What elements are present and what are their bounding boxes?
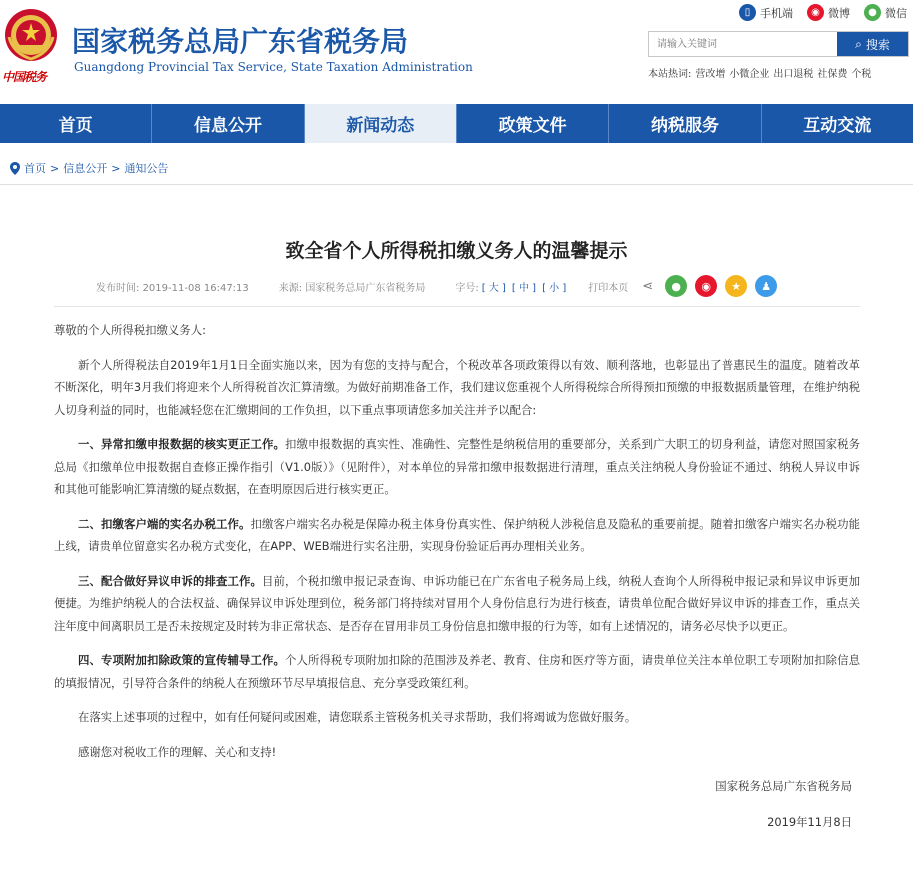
section-heading: 一、异常扣缴申报数据的核实更正工作。 <box>78 437 286 451</box>
hot-word[interactable]: 社保费 <box>817 69 848 80</box>
hot-words <box>648 65 871 80</box>
site-title-english: Guangdong Provincial Tax Service, State Taxation Administration <box>74 60 473 74</box>
source-label: 来源: <box>278 282 303 294</box>
section-text: 扣缴申报数据的真实性、准确性、完整性是纳税信用的重要部分，关系到广大职工的切身利益，请您对照国家税务总局《扣缴单位申报数据自查修正操作指引（V1.0版）》（见附件），对本单位的异常扣缴申报数据进行清理，重点关注纳税人身份验证不通过、纳税人异议申诉和其他可能影响汇算清缴的疑点数据，在查明原因后进行核实更正。 <box>54 437 860 496</box>
hot-word[interactable]: 出口退税 <box>773 69 814 80</box>
wechat-link-label: 微信 <box>885 6 907 20</box>
section-paragraph <box>54 649 860 694</box>
intro-paragraph: 新个人所得税法自2019年1月1日全面实施以来，因为有您的支持与配合，个税改革各项政策得以有效、顺利落地，也彰显出了普惠民生的温度。随着改革不断深化，明年3月我们将迎来个人所得税首次汇算清缴。为做好前期准备工作，我们建议您重视个人所得税综合所得预扣预缴的申报数据质量管理，在维护纳税人切身利益的同时，也能减轻您在汇缴期间的工作负担，以下重点事项请您多加关注并予以配合: <box>54 357 860 417</box>
nav-info-disclosure[interactable]: 信息公开 <box>152 104 304 143</box>
breadcrumb-info[interactable]: 信息公开 <box>63 162 108 175</box>
wechat-link[interactable] <box>864 4 907 21</box>
font-size-small[interactable]: [ 小 ] <box>542 282 567 294</box>
section-text: 个人所得税专项附加扣除的范围涉及养老、教育、住房和医疗等方面，请贵单位关注本单位职工专项附加扣除信息的填报情况，引导符合条件的纳税人在预缴环节尽早填报信息、充分享受政策红利。 <box>54 653 860 690</box>
share-qq-icon[interactable]: ♟ <box>755 275 777 297</box>
search-box <box>648 31 909 57</box>
font-size-medium[interactable]: [ 中 ] <box>511 282 537 294</box>
section-heading: 二、扣缴客户端的实名办税工作。 <box>78 516 251 531</box>
site-header <box>0 0 913 104</box>
publish-label: 发布时间: <box>96 282 140 294</box>
breadcrumb-notices[interactable]: 通知公告 <box>124 162 169 175</box>
nav-home[interactable]: 首页 <box>0 104 152 143</box>
section-heading: 三、配合做好异议申诉的排查工作。 <box>78 573 263 588</box>
weibo-link[interactable] <box>807 4 850 21</box>
signature-block <box>54 775 852 833</box>
tax-emblem-logo[interactable] <box>3 7 59 63</box>
nav-tax-service[interactable]: 纳税服务 <box>609 104 761 143</box>
mobile-link-label: 手机端 <box>760 6 793 20</box>
section-text: 扣缴客户端实名办税是保障办税主体身份真实性、保护纳税人涉税信息及隐私的重要前提。随着扣缴客户端实名办税功能上线，请贵单位留意实名办税方式变化，在APP、WEB端进行实名注册，实现身份验证后再办理相关业务。 <box>54 516 860 553</box>
share-wechat-icon[interactable]: ● <box>665 275 687 297</box>
mobile-icon: ▯ <box>739 4 756 21</box>
section-heading: 四、专项附加扣除政策的宣传辅导工作。 <box>78 653 286 667</box>
font-size-large[interactable]: [ 大 ] <box>481 282 506 294</box>
slogan-text: 中国税务 <box>2 70 47 84</box>
meta-divider <box>54 306 860 307</box>
share-icon[interactable]: ⋖ <box>642 278 654 294</box>
top-links <box>739 4 907 21</box>
breadcrumb-divider <box>0 184 913 185</box>
closing-paragraph: 在落实上述事项的过程中，如有任何疑问或困难，请您联系主管税务机关寻求帮助，我们将竭诚为您做好服务。 <box>78 710 637 724</box>
article-body <box>54 319 860 847</box>
section-paragraph <box>54 570 860 638</box>
wechat-icon: ● <box>864 4 881 21</box>
nav-policy[interactable]: 政策文件 <box>457 104 609 143</box>
section-paragraph <box>54 513 860 558</box>
greeting: 尊敬的个人所得税扣缴义务人: <box>54 323 206 337</box>
site-title[interactable]: 国家税务总局广东省税务局 <box>72 25 409 58</box>
section-paragraph <box>54 433 860 501</box>
publish-time: 2019-11-08 16:47:13 <box>142 282 249 294</box>
hot-word[interactable]: 个税 <box>851 69 872 80</box>
search-button[interactable] <box>837 32 908 56</box>
nav-interaction[interactable]: 互动交流 <box>803 116 872 136</box>
nav-news[interactable]: 新闻动态 <box>305 104 457 143</box>
share-qzone-icon[interactable]: ★ <box>725 275 747 297</box>
weibo-icon: ◉ <box>807 4 824 21</box>
publish-info <box>96 279 249 294</box>
print-link[interactable]: 打印本页 <box>588 282 629 294</box>
breadcrumb <box>10 160 168 176</box>
breadcrumb-separator: > <box>111 161 121 175</box>
hot-words-label: 本站热词: <box>648 69 692 80</box>
hot-word[interactable]: 小微企业 <box>729 69 770 80</box>
article-meta <box>96 273 785 299</box>
breadcrumb-home[interactable]: 首页 <box>24 162 46 175</box>
location-pin-icon <box>10 162 20 175</box>
section-text: 目前，个税扣缴申报记录查询、申诉功能已在广东省电子税务局上线，纳税人查询个人所得税申报记录和异议申诉更加便捷。为维护纳税人的合法权益、确保异议申诉处理到位，税务部门将持续对冒用个人身份信息行为进行核查，请贵单位配合做好异议申诉的排查工作，重点关注年度中间离职员工是否未按规定及时转为非正常状态、是否存在冒用非员工身份信息扣缴申报的行为等，如有上述情况的，请务必尽快予以更正。 <box>54 573 860 633</box>
hot-word[interactable]: 营改增 <box>695 69 726 80</box>
signature: 国家税务总局广东省税务局 <box>715 779 852 793</box>
search-icon: ⌕ <box>855 36 862 51</box>
thanks-paragraph: 感谢您对税收工作的理解、关心和支持! <box>78 744 277 759</box>
search-button-label: 搜索 <box>865 37 890 52</box>
signature-date: 2019年11月8日 <box>767 815 852 829</box>
source-value: 国家税务总局广东省税务局 <box>305 282 426 294</box>
mobile-link[interactable] <box>739 4 793 21</box>
share-weibo-icon[interactable]: ◉ <box>695 275 717 297</box>
font-size-label: 字号: <box>455 282 479 294</box>
breadcrumb-separator: > <box>50 161 60 175</box>
source-info <box>279 279 426 294</box>
article-title: 致全省个人所得税扣缴义务人的温馨提示 <box>285 240 628 262</box>
weibo-link-label: 微博 <box>828 6 850 20</box>
main-nav <box>0 104 913 143</box>
search-input[interactable] <box>649 32 837 56</box>
